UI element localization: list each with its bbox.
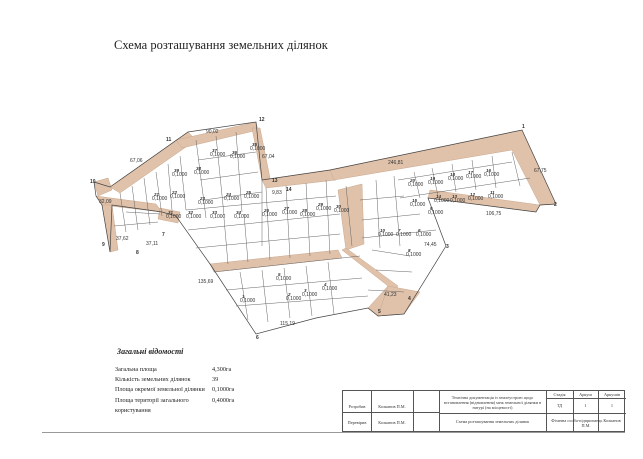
parcel-number: 27: [284, 206, 290, 211]
parcel-area: 0,1000: [408, 182, 424, 188]
dimension-label: 37,11: [146, 241, 159, 247]
parcel-area: 0,1000: [166, 214, 182, 220]
dimension-label: 115,19: [280, 321, 295, 327]
parcel-area: 0,1000: [276, 276, 292, 282]
dimension-label: 32,09: [99, 199, 112, 205]
summary-value: 4,300га: [212, 366, 232, 373]
frame-line: [42, 432, 625, 433]
parcel-number: 37: [212, 148, 218, 153]
parcel-line: [120, 193, 126, 232]
dimension-label: 74,45: [424, 242, 437, 248]
corner-label: 6: [256, 335, 259, 341]
stage-header: Стадія: [553, 392, 566, 397]
parcel-number: 33: [212, 210, 218, 215]
parcel-area: 0,1000: [210, 214, 226, 220]
summary-row: [115, 375, 355, 385]
name-checker: Колканов П.М.: [378, 420, 406, 425]
corner-label: 14: [286, 187, 292, 193]
dimension-label: 37,62: [116, 236, 129, 242]
role-developer: Розробив: [348, 404, 366, 409]
corner-label: 3: [446, 244, 449, 250]
parcel-area: 0,1000: [230, 154, 246, 160]
parcel-area: 0,1000: [300, 212, 316, 218]
parcel-area: 0,1000: [434, 198, 450, 204]
dimension-label: 90,02: [206, 129, 219, 135]
document-title: Технічна документація із землеустрою щодо встановлення (відновлення) меж земельної ділянки в натурі (на місцевості): [443, 395, 542, 410]
parcel-line: [376, 270, 412, 272]
parcel-area: 0,1000: [468, 196, 484, 202]
parcel-area: 0,1000: [198, 200, 214, 206]
parcel-line: [266, 188, 270, 260]
parcel-number: 20: [410, 178, 416, 183]
parcel-line: [286, 186, 290, 258]
parcel-area: 0,1000: [416, 232, 432, 238]
parcel-area: 0,1000: [152, 196, 168, 202]
corner-label: 10: [90, 179, 96, 185]
corner-label: 5: [378, 309, 381, 315]
parcel-area: 0,1000: [194, 170, 210, 176]
parcel-area: 0,1000: [250, 146, 266, 152]
parcel-area: 0,1000: [396, 232, 412, 238]
summary-header: Загальні відомості: [117, 347, 184, 356]
parcel-area: 0,1000: [406, 252, 422, 258]
parcel-number: 21: [154, 192, 160, 197]
parcel-number: 5: [278, 272, 281, 277]
corner-label: 9: [102, 242, 105, 248]
parcel-number: 29: [318, 202, 324, 207]
parcel-area: 0,1000: [428, 210, 444, 216]
corner-label: 4: [408, 296, 411, 302]
dimension-label: 135,69: [198, 279, 214, 285]
role-checker: Перевірив: [347, 420, 367, 425]
summary-value: 39: [212, 376, 219, 384]
parcel-area: 0,1000: [378, 232, 394, 238]
summary-value: 0,4000га: [212, 396, 235, 404]
parcel-number: 39: [174, 168, 180, 173]
road-area: [210, 250, 342, 272]
parcel-area: 0,1000: [240, 298, 256, 304]
parcel-line: [196, 234, 340, 248]
parcel-number: 16: [486, 168, 492, 173]
parcel-area: 0,1000: [286, 296, 302, 302]
parcel-number: 19: [430, 176, 436, 181]
parcel-area: 0,1000: [448, 176, 464, 182]
map-title: Схема розташування земельних ділянок: [114, 38, 328, 52]
summary-key: Площа території загального користування: [115, 396, 189, 414]
dimension-label: 106,75: [486, 211, 502, 217]
parcel-number: 3: [304, 288, 307, 293]
parcel-number: 2: [288, 292, 291, 297]
summary-panel: [115, 347, 355, 414]
parcel-area: 0,1000: [170, 194, 186, 200]
parcel-number: 31: [168, 210, 174, 215]
parcel-number: 6: [418, 228, 421, 233]
summary-row: [115, 385, 355, 395]
parcel-line: [326, 180, 330, 254]
corner-label: 1: [522, 124, 525, 130]
parcel-line: [114, 222, 158, 226]
parcel-area: 0,1000: [172, 172, 188, 178]
parcel-number: 8: [408, 248, 411, 253]
parcel-number: 9: [430, 206, 433, 211]
parcel-line: [306, 266, 312, 316]
parcel-area: 0,1000: [186, 214, 202, 220]
road-area: [338, 184, 364, 250]
parcel-number: 32: [188, 210, 194, 215]
parcel-line: [362, 214, 420, 220]
summary-key: Кількість земельних ділянок: [115, 376, 191, 384]
stage-value: ТД: [556, 403, 563, 408]
dimension-label: 41,23: [384, 292, 397, 298]
dimension-label: 246,81: [388, 160, 404, 166]
parcel-line: [226, 278, 362, 290]
parcel-area: 0,1000: [450, 198, 466, 204]
sheet-value: 1: [584, 403, 587, 408]
parcel-number: 30: [336, 204, 342, 209]
parcel-number: 7: [398, 228, 401, 233]
sheets-header: Аркушів: [604, 392, 620, 397]
parcel-number: 11: [490, 190, 495, 195]
parcel-number: 35: [252, 142, 258, 147]
parcel-number: 15: [412, 198, 418, 203]
corner-label: 11: [166, 137, 172, 143]
parcel-area: 0,1000: [410, 202, 426, 208]
summary-row: [115, 396, 355, 414]
corner-label: 12: [259, 117, 265, 123]
parcel-line: [216, 136, 224, 215]
organization: Фізична особа-підприємець Колканов П.М.: [551, 418, 621, 428]
sheet-title: Схема розташування земельних ділянок: [455, 419, 530, 424]
parcel-area: 0,1000: [488, 194, 504, 200]
parcel-number: 34: [236, 210, 242, 215]
summary-key: Загальна площа: [115, 366, 157, 373]
parcel-number: 25: [246, 190, 252, 195]
summary-row: [115, 365, 355, 375]
summary-value: 0,1000га: [212, 386, 235, 394]
parcel-number: 22: [172, 190, 178, 195]
parcel-line: [224, 218, 228, 264]
corner-label: 2: [554, 202, 557, 208]
parcel-line: [144, 178, 150, 225]
parcel-number: 17: [468, 170, 474, 175]
parcel-line: [306, 183, 310, 256]
parcel-area: 0,1000: [302, 292, 318, 298]
corner-label: 7: [162, 232, 165, 238]
parcel-number: 26: [264, 208, 270, 213]
parcel-number: 36: [232, 150, 238, 155]
parcel-area: 0,1000: [484, 172, 500, 178]
title-block: [342, 390, 625, 432]
parcel-area: 0,1000: [224, 196, 240, 202]
corner-label: 8: [136, 250, 139, 256]
summary-key: Площа окремої земельної ділянки: [115, 386, 205, 394]
parcel-line: [244, 214, 248, 262]
parcel-area: 0,1000: [262, 212, 278, 218]
name-developer: Колканов П.М.: [378, 404, 406, 409]
sheet-header: Аркуш: [579, 392, 592, 397]
parcel-number: 38: [196, 166, 202, 171]
parcel-number: 24: [226, 192, 232, 197]
parcel-area: 0,1000: [244, 194, 260, 200]
parcel-number: 23: [200, 196, 206, 201]
parcel-area: 0,1000: [466, 174, 482, 180]
parcel-area: 0,1000: [234, 214, 250, 220]
parcel-line: [126, 212, 160, 214]
parcel-number: 18: [450, 172, 456, 177]
dimension-label: 67,06: [130, 158, 143, 164]
parcel-area: 0,1000: [334, 208, 350, 214]
parcel-line: [360, 196, 404, 200]
parcel-line: [198, 152, 256, 160]
parcel-line: [168, 164, 172, 210]
parcel-area: 0,1000: [210, 152, 226, 158]
parcel-area: 0,1000: [316, 206, 332, 212]
dimension-label: 67,75: [534, 168, 547, 174]
parcel-number: 1: [242, 294, 245, 299]
parcel-number: 13: [452, 194, 458, 199]
sheets-value: 1: [610, 403, 614, 408]
dimension-label: 9,83: [272, 190, 282, 196]
parcel-area: 0,1000: [322, 286, 338, 292]
parcel-area: 0,1000: [428, 180, 444, 186]
parcel-line: [196, 140, 206, 218]
parcel-number: 14: [436, 194, 442, 199]
parcel-number: 10: [380, 228, 386, 233]
parcel-line: [180, 156, 186, 210]
parcel-line: [262, 270, 268, 322]
parcel-number: 4: [324, 282, 327, 287]
corner-label: 13: [272, 178, 278, 184]
parcel-line: [372, 250, 410, 256]
dimension-label: 67,04: [262, 154, 275, 160]
parcel-number: 28: [302, 208, 308, 213]
parcel-area: 0,1000: [282, 210, 298, 216]
parcel-number: 12: [470, 192, 476, 197]
